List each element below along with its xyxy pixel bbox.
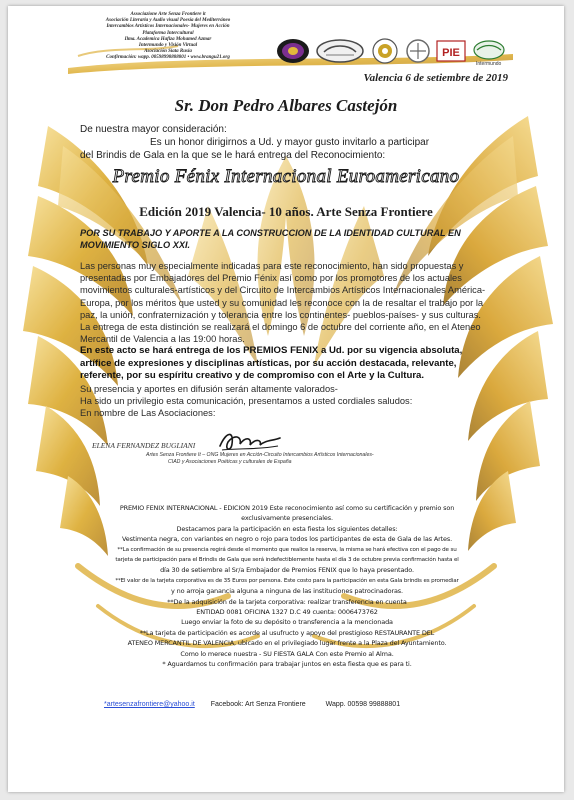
condition-line: ENTIDAD 0081 OFICINA 1327 D.C 49 cuenta: 0006473762 — [196, 608, 378, 617]
associations-header — [68, 12, 268, 62]
paragraph-award-reason: En este acto se hará entrega de los PREMIOS FENIX a Ud. por su vigencia absoluta, artífice de expresiones y disciplinas artísticas, por su acción destacada, relevante, referente, por su espíritu creativo y de compromiso con el Arte y la Cultura. — [80, 345, 463, 382]
plataforma-logo — [404, 38, 432, 64]
recipient-name: Sr. Don Pedro Albares Castejón — [174, 96, 398, 115]
condition-line: exclusivamente presenciales. — [241, 514, 333, 523]
award-motto: POR SU TRABAJO Y APORTE A LA CONSTRUCCION DE LA IDENTIDAD CULTURAL EN MOVIMIENTO SIGLO XXI. — [80, 228, 461, 250]
whatsapp-contact: Wapp. 00598 99888801 — [325, 701, 401, 708]
condition-line: **La tarjeta de participación es acorde al usufructo y apoyo del prestigioso RESTAURANTE DEL — [139, 628, 435, 637]
confirmation-line: Confirmación: wapp. 00598998888801 • www.brangu21.org — [106, 55, 230, 61]
contact-footer — [104, 701, 474, 708]
condition-line: Como lo merece nuestra - SU FIESTA GALA Con este Premio al Alma. — [180, 649, 394, 658]
condition-line: día 30 de setiembre al Sr/a Embajador de Premios FENIX que lo haya presentado. — [160, 566, 414, 575]
line-privilege: Ha sido un privilegio esta comunicación, presentamos a usted cordiales saludos: — [80, 395, 413, 406]
pie-logo — [436, 38, 466, 64]
association-line: Ilma. Academica Hafiza Mohamed Azmar — [124, 36, 212, 42]
signatory-desc-line: Artes Senza Frontiere It – ONG Mujeres en Acción-Circuito Intercambios Artísticos Internacionales- — [146, 452, 374, 458]
line-presence: Su presencia y aportes en difusión serán altamente valorados- — [80, 383, 338, 394]
artsf-logo — [276, 38, 310, 64]
edition-heading: Edición 2019 Valencia- 10 años. Arte Senza Frontiere — [139, 204, 433, 219]
condition-line: ATENEO MERCANTIL DE VALENCIA, ubicado en el privilegiado lugar frente a la Plaza del Ayuntamiento. — [127, 639, 447, 648]
poesia-logo — [316, 38, 364, 64]
signatory-desc-line: CIAD y Asociaciones Poéticas y culturales de España — [168, 459, 292, 465]
association-line: Asociación Siata Rusia — [144, 49, 192, 55]
logos-row — [276, 38, 512, 68]
association-line: Intermundo y Visión Virtual — [138, 43, 198, 49]
signatory-name: ELENA FERNANDEZ BUGLIANI — [92, 441, 196, 450]
event-conditions — [92, 503, 482, 670]
letter-date: Valencia 6 de setiembre de 2019 — [363, 72, 508, 84]
association-line: Asociación Literaria y Audio visual Poesía del Mediterráneo — [105, 18, 231, 24]
association-line: Intercambios Artísticos Internacionales- Mujeres en Acción — [106, 24, 230, 30]
condition-line: **La confirmación de su presencia regirá desde el momento que realice la reserva, la misma se hará efectiva con el pago de su — [117, 546, 457, 553]
condition-line: PREMIO FENIX INTERNACIONAL - EDICION 2019 Este reconocimiento así como su certificación y premio son — [119, 504, 455, 512]
association-line: Plataforma Intercultural — [142, 30, 194, 36]
condition-line: * Aguardamos tu confirmación para trabajar juntos en esta fiesta que es para ti. — [162, 660, 412, 669]
condition-line: tarjeta de participación para el Brindis de Gala que será indefectiblemente hasta el día 3 de octubre previa confirmación hasta el — [115, 557, 459, 564]
greeting: De nuestra mayor consideración: — [80, 124, 227, 135]
condition-line: y no arroja ganancia alguna a ninguna de las instituciones patrocinadoras. — [171, 587, 403, 596]
condition-line: **De la adquisición de la tarjeta corporativa: realizar transferencia en cuenta — [167, 597, 407, 606]
condition-line: Destacamos para la participación en esta fiesta los siguientes detalles: — [176, 524, 398, 533]
intro-line-2: del Brindis de Gala en la que se le hará entrega del Reconocimiento: — [80, 150, 386, 161]
line-on-behalf: En nombre de Las Asociaciones: — [80, 408, 216, 419]
condition-line: **El valor de la tarjeta corporativa es de 35 Euros por persona. Este costo para la participación en esta Gala brindis es promediar — [115, 577, 459, 584]
letter-page — [8, 6, 564, 792]
facebook-contact: Facebook: Art Senza Frontiere — [210, 701, 306, 708]
intro-line-1: Es un honor dirigirnos a Ud. y mayor gusto invitarlo a participar — [150, 137, 430, 148]
email-link[interactable]: *artesenzafrontiere@yahoo.it — [104, 701, 195, 708]
mujeres-logo — [370, 38, 400, 64]
award-title: Premio Fénix Internacional Euroamericano — [112, 166, 460, 187]
letter-body — [80, 260, 488, 419]
condition-line: Luego enviar la foto de su depósito o transferencia a la mencionada — [181, 618, 393, 627]
association-line: Associazione Arte Senza Frontiere it — [130, 12, 206, 17]
condition-line: Vestimenta negra, con variantes en negro o rojo para todos los participantes de esta de Gala de las Artes. — [121, 535, 453, 544]
intermundo-caption: Intermundo — [476, 61, 502, 67]
paragraph-nomination: Las personas muy especialmente indicadas para este reconocimiento, han sido propuestas y presentadas por Embajadores del Premio Fénix así como por los promotores de los actuales movimientos culturales-artísticos y del Circuito de Intercambios Artísticos Internacionales América-Europa, por los méritos que usted y su comunidad les reconoce con la de resaltar el trabajo por la paz, la unión, confraternización y tolerancia entre los continentes- pueblos-países- y sus culturas. — [80, 261, 486, 320]
paragraph-ceremony: La entrega de esta distinción se realizará el domingo 6 de octubre del corriente año, en el Ateneo Mercantil de Valencia a las 19:00 horas. — [80, 322, 481, 345]
signatory-description — [146, 452, 446, 466]
svg-text:PIE: PIE — [442, 47, 460, 59]
